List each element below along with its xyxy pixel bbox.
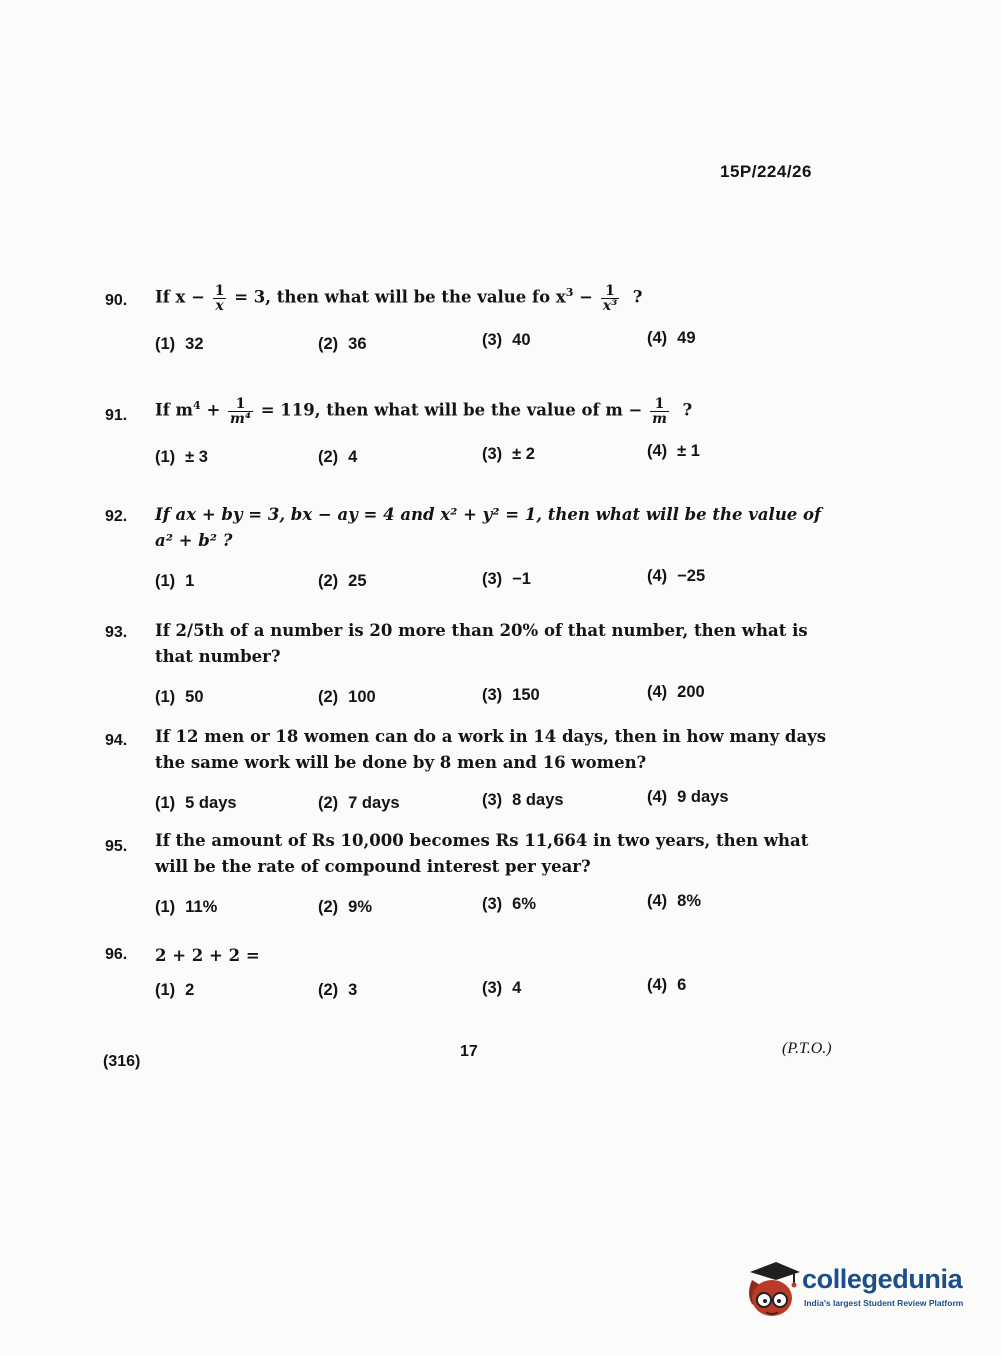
option-1: (1) 32 — [155, 334, 204, 353]
option-4: (4) 9 days — [647, 788, 729, 806]
option-4: (4) ± 1 — [647, 441, 700, 460]
pto-label: (P.T.O.) — [782, 1040, 832, 1057]
option-2: (2) 9% — [318, 898, 373, 916]
fraction: $\frac{1}{\text{x³}}$ — [602, 282, 618, 314]
option-4: (4) 6 — [647, 976, 687, 994]
options — [155, 976, 840, 1007]
option-3: (3) 8 days — [482, 791, 564, 809]
option-1: (1) 1 — [155, 572, 195, 590]
question-number: 91. — [105, 407, 128, 424]
option-2: (2) 25 — [318, 572, 367, 590]
option-4: (4) 8% — [647, 892, 702, 910]
option-2: (2) 100 — [318, 688, 376, 706]
collegedunia-logo: collegedunia India's largest Student Review Platform — [742, 1258, 974, 1330]
question-96 — [105, 943, 840, 1007]
options — [155, 441, 840, 474]
mascot-icon — [742, 1258, 802, 1330]
question-number: 95. — [105, 838, 128, 855]
option-2: (2) 3 — [318, 981, 358, 999]
question-92 — [105, 502, 840, 598]
option-3: (3) 40 — [482, 330, 531, 349]
question-95 — [105, 828, 840, 924]
question-text: If $m^4$ + $\frac{1}{\text{m⁴}}$ = 119, then what will be the value of m − $\frac{1}{m}$ ? — [155, 395, 693, 427]
option-4: (4) −25 — [647, 567, 706, 585]
options — [155, 788, 840, 820]
question-94 — [105, 724, 840, 820]
question-text: 2 + 2 + 2 = — [155, 946, 260, 965]
question-90 — [105, 280, 840, 361]
question-91 — [105, 393, 840, 474]
question-number: 90. — [105, 292, 128, 309]
options — [155, 567, 840, 598]
option-2: (2) 7 days — [318, 794, 400, 812]
options — [155, 328, 840, 361]
booklet-code: (316) — [103, 1053, 141, 1070]
option-1: (1) 11% — [155, 898, 218, 916]
option-2: (2) 4 — [318, 447, 358, 466]
options — [155, 892, 840, 924]
page-number: 17 — [460, 1043, 478, 1060]
fraction: $\frac{1}{x}$ — [214, 282, 225, 314]
option-3: (3) 6% — [482, 895, 537, 913]
question-text: If x − $\frac{1}{x}$ = 3, then what will be the value fo $x^3$ − $\frac{1}{\text{x³}}$ ? — [155, 282, 643, 314]
fraction: $\frac{1}{m}$ — [652, 395, 667, 427]
question-text: If the amount of Rs 10,000 becomes Rs 11,664 in two years, then what will be the rate of compound interest per year? — [155, 831, 809, 876]
question-93 — [105, 618, 840, 714]
question-number: 93. — [105, 624, 128, 641]
option-1: (1) 2 — [155, 981, 195, 999]
paper-code: 15P/224/26 — [720, 162, 812, 181]
fraction: $\frac{1}{\text{m⁴}}$ — [230, 395, 251, 427]
question-text: If 2/5th of a number is 20 more than 20% of that number, then what is that number? — [155, 621, 808, 666]
option-1: (1) ± 3 — [155, 447, 208, 466]
option-3: (3) 4 — [482, 979, 522, 997]
question-text: If 12 men or 18 women can do a work in 14 days, then in how many days the same work will be done by 8 men and 16 women? — [155, 727, 827, 772]
option-4: (4) 200 — [647, 683, 705, 701]
option-4: (4) 49 — [647, 328, 696, 347]
option-2: (2) 36 — [318, 334, 367, 353]
option-3: (3) −1 — [482, 570, 531, 588]
question-number: 94. — [105, 732, 128, 749]
option-1: (1) 50 — [155, 688, 204, 706]
option-1: (1) 5 days — [155, 794, 237, 812]
options — [155, 683, 840, 714]
question-text: If ax + by = 3, bx − ay = 4 and x² + y² = 1, then what will be the value of a² + b² ? — [155, 505, 822, 550]
option-3: (3) 150 — [482, 686, 540, 704]
option-3: (3) ± 2 — [482, 444, 535, 463]
question-number: 96. — [105, 946, 128, 963]
question-number: 92. — [105, 508, 128, 525]
